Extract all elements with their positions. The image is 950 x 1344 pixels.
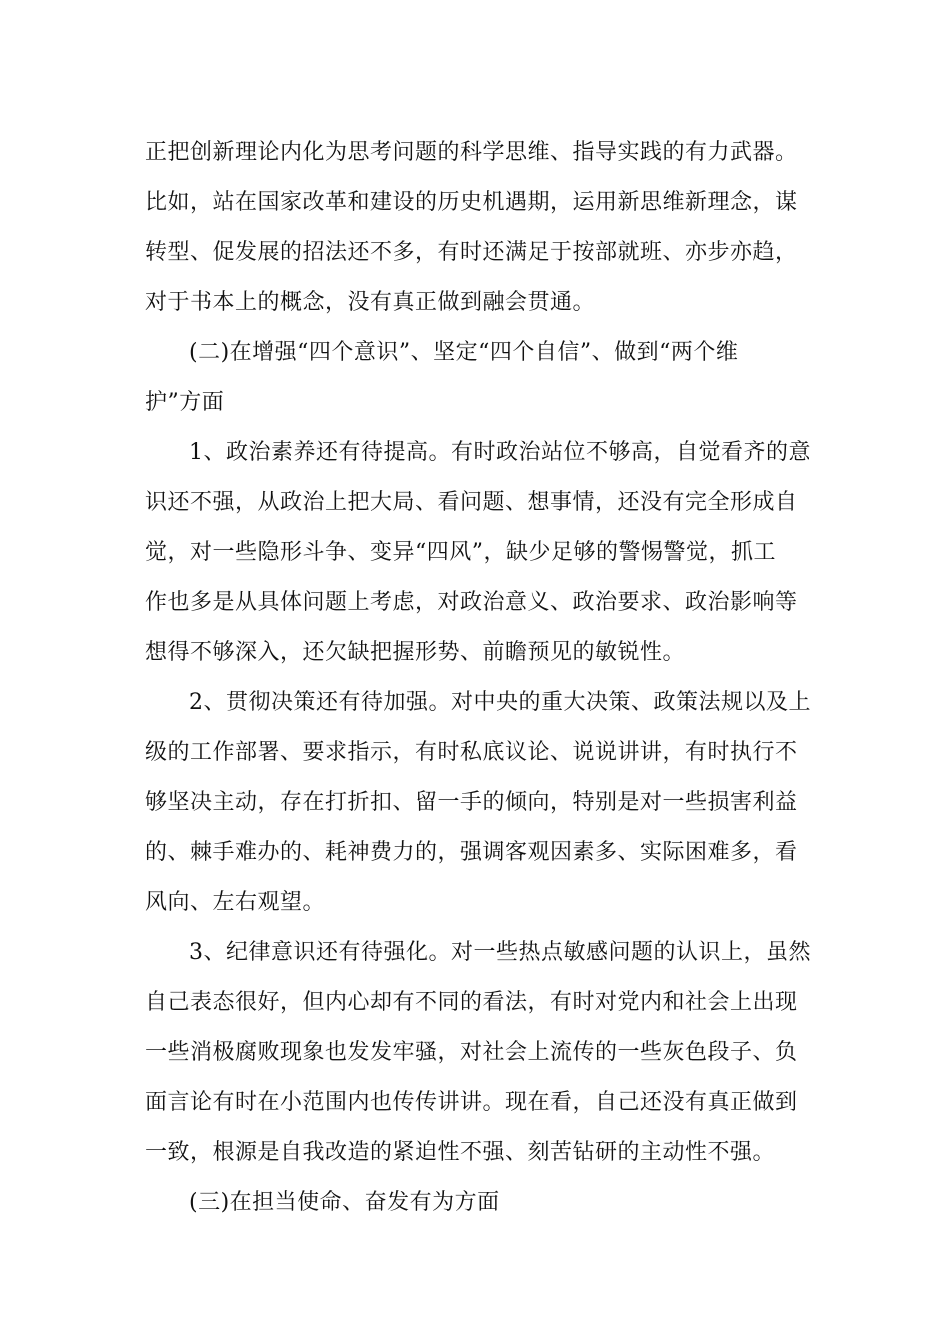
text-line: 一些消极腐败现象也发发牢骚，对社会上流传的一些灰色段子、负 — [145, 1040, 798, 1065]
section-heading-line: (二)在增强“四个意识”、坚定“四个自信”、做到“两个维 — [189, 340, 739, 365]
text-line: 3、纪律意识还有待强化。对一些热点敏感问题的认识上，虽然 — [189, 940, 811, 965]
text-line: 面言论有时在小范围内也传传讲讲。现在看，自己还没有真正做到 — [145, 1090, 798, 1115]
text-line: 识还不强，从政治上把大局、看问题、想事情，还没有完全形成自 — [145, 490, 798, 515]
text-line: 对于书本上的概念，没有真正做到融会贯通。 — [145, 290, 596, 315]
text-line: 够坚决主动，存在打折扣、留一手的倾向，特别是对一些损害利益 — [145, 790, 798, 815]
text-line: 比如，站在国家改革和建设的历史机遇期，运用新思维新理念，谋 — [145, 190, 798, 215]
text-line: 级的工作部署、要求指示，有时私底议论、说说讲讲，有时执行不 — [145, 740, 798, 765]
text-line: 作也多是从具体问题上考虑，对政治意义、政治要求、政治影响等 — [145, 590, 798, 615]
text-line: 风向、左右观望。 — [145, 890, 326, 915]
section-heading-line: 护”方面 — [145, 390, 225, 415]
text-line: 转型、促发展的招法还不多，有时还满足于按部就班、亦步亦趋， — [145, 240, 798, 265]
text-line: 一致，根源是自我改造的紧迫性不强、刻苦钻研的主动性不强。 — [145, 1140, 776, 1165]
text-line: 的、棘手难办的、耗神费力的，强调客观因素多、实际困难多，看 — [145, 840, 798, 865]
document-body — [145, 128, 815, 1228]
text-line: 自己表态很好，但内心却有不同的看法，有时对党内和社会上出现 — [145, 990, 798, 1015]
text-line: 正把创新理论内化为思考问题的科学思维、指导实践的有力武器。 — [145, 140, 798, 165]
text-line: 想得不够深入，还欠缺把握形势、前瞻预见的敏锐性。 — [145, 640, 686, 665]
section-heading-line: (三)在担当使命、奋发有为方面 — [189, 1190, 500, 1215]
text-line: 1、政治素养还有待提高。有时政治站位不够高，自觉看齐的意 — [189, 440, 811, 465]
text-line: 2、贯彻决策还有待加强。对中央的重大决策、政策法规以及上 — [189, 690, 811, 715]
text-line: 觉，对一些隐形斗争、变异“四风”，缺少足够的警惕警觉，抓工 — [145, 540, 776, 565]
